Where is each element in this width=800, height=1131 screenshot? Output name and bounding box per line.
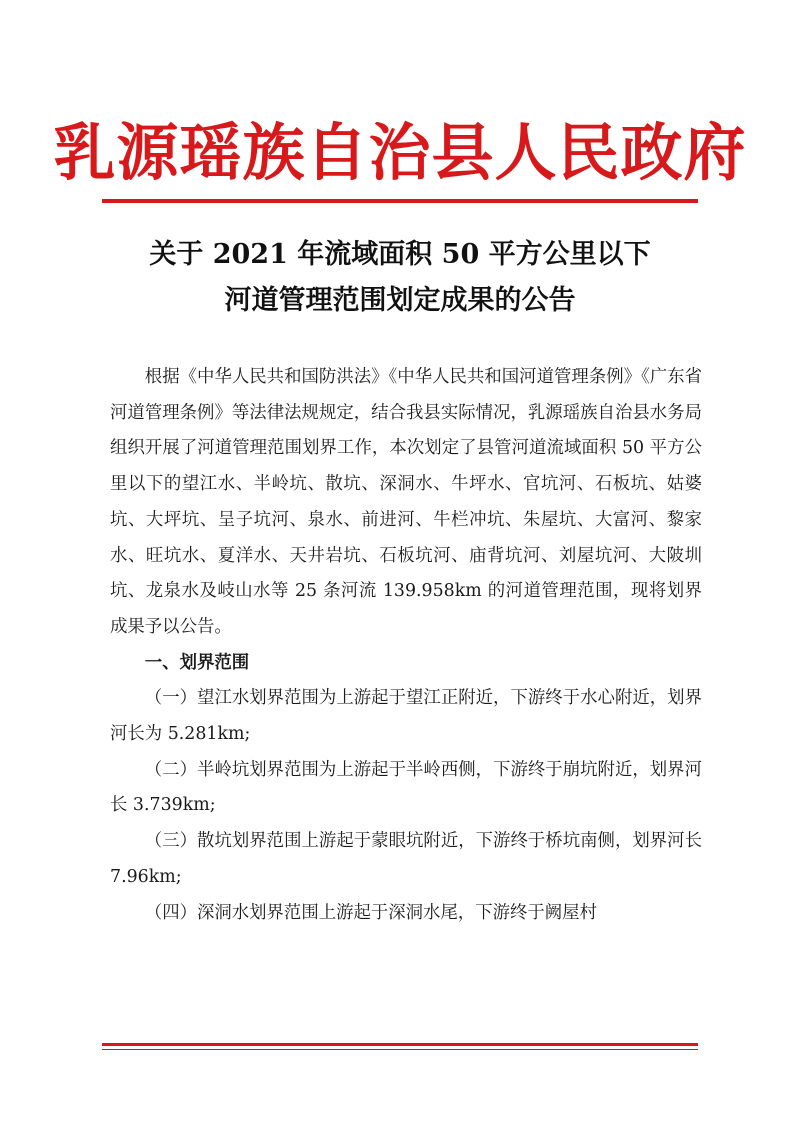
scope-item-2: （二）半岭坑划界范围为上游起于半岭西侧，下游终于崩坑附近，划界河长 3.739km; — [110, 759, 702, 816]
notice-body — [110, 360, 702, 931]
notice-title-line-1: 关于 2021 年流域面积 50 平方公里以下 — [149, 239, 651, 270]
masthead-org-name: 乳源瑶族自治县人民政府 — [53, 116, 747, 189]
footer-red-rule-thin — [102, 1049, 698, 1050]
intro-paragraph: 根据《中华人民共和国防洪法》《中华人民共和国河道管理条例》《广东省河道管理条例》等法律法规规定，结合我县实际情况，乳源瑶族自治县水务局组织开展了河道管理范围划界工作，本次划定了县管河道流域面积 50 平方公里以下的望江水、半岭坑、散坑、深洞水、牛坪水、官坑河、石板坑、姑婆坑、大坪坑、呈子坑河、泉水、前进河、牛栏冲坑、朱屋坑、大富河、黎家水、旺坑水、夏洋水、天井岩坑、石板坑河、庙背坑河、刘屋坑河、大陂圳坑、龙泉水及岐山水等 25 条河流 139.958km 的河道管理范围，现将划界成果予以公告。 — [110, 367, 702, 637]
section-heading: 一、划界范围 — [144, 652, 250, 673]
scope-item-1: （一）望江水划界范围为上游起于望江正附近，下游终于水心附近，划界河长为 5.281km; — [110, 688, 702, 745]
masthead-red-rule — [102, 199, 698, 203]
footer-red-rule-thick — [102, 1043, 698, 1046]
notice-title-line-2: 河道管理范围划定成果的公告 — [224, 285, 576, 316]
scope-item-4: （四）深洞水划界范围上游起于深洞水尾，下游终于阙屋村 — [144, 902, 597, 923]
notice-title — [0, 232, 800, 324]
scope-item-3: （三）散坑划界范围上游起于蒙眼坑附近，下游终于桥坑南侧，划界河长 7.96km; — [110, 831, 702, 887]
